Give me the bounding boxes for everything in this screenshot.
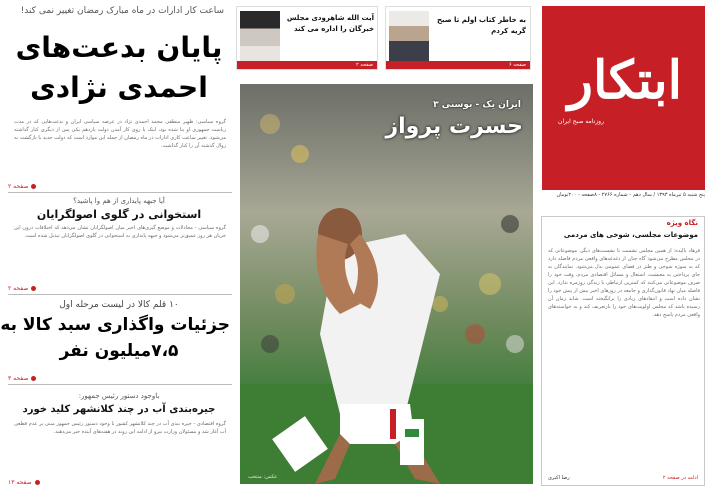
story-three-page-ref-label: صفحه ۳: [8, 375, 29, 382]
editorial-section-label: نگاه ویژه: [666, 219, 698, 227]
story-two-headline[interactable]: استخوانی در گلوی اصولگرایان: [36, 208, 202, 221]
stadium-crowd-graphic: [240, 84, 533, 484]
story-three-headline-line2[interactable]: ۷،۵میلیون نفر: [59, 341, 179, 361]
masthead-logo: ابتکار: [567, 50, 683, 111]
editorial-box: [541, 216, 705, 486]
lead-body: گروه سیاسی: ظهیر منطقی محمد احمدی نژاد در عرصه سیاسی ایران و بدعت‌هایی که در مدت ریاست جمهوری او بنا شده بود، اینک با روی کار آمدن دولت یازدهم یکی پس از دیگری کنار گذاشته می‌شود. تغییر ساعت کاری ادارات در ماه رمضان از جمله این موارد است که دولت جدید با بازگشت به روال گذشته آن را کنار گذاشت.: [14, 119, 226, 149]
story-three-kicker: ۱۰ قلم کالا در لیست مرحله اول: [59, 300, 179, 310]
lead-headline[interactable]: پایان بدعت‌های احمدی نژادی: [15, 31, 223, 104]
lead-page-ref-label: صفحه ۲: [8, 183, 29, 190]
page-ref-bullet-icon: [31, 286, 36, 291]
story-three-page-ref[interactable]: [8, 375, 36, 382]
story-three-headline-line1[interactable]: جزئیات واگذاری سبد کالا به: [0, 315, 230, 335]
page-ref-bullet-icon: [35, 480, 40, 485]
photo-kicker: ایران یک - بوسنی ۳: [433, 100, 521, 110]
story-four-kicker: باوجود دستور رئیس جمهور:: [78, 392, 160, 400]
editorial-title[interactable]: موضوعات مجلسی، شوخی های مردمی: [563, 231, 698, 239]
promo-right-photo: [389, 11, 429, 61]
divider: [8, 294, 232, 295]
hero-photo[interactable]: [240, 84, 533, 484]
story-four-headline[interactable]: جیره‌بندی آب در چند کلانشهر کلید خورد: [22, 404, 216, 415]
divider: [8, 192, 232, 193]
masthead-date-line: پنج شنبه ۵ تیرماه ۱۳۹۳ / سال دهم - شماره ۲۷۶۶ - ۸صفحه - ۲۰۰تومان: [556, 192, 705, 198]
photo-headline[interactable]: حسرت پرواز: [385, 114, 523, 139]
editorial-continue[interactable]: ادامه در صفحه ۲: [662, 475, 698, 481]
story-four-body: گروه اقتصادی - جیره بندی آب در چند کلانشهر کشور با وجود دستور رئیس جمهور مبنی بر عدم قطعی آب آغاز شد و مسئولان وزارت نیرو از ادامه این روند در هفته‌های آینده خبر می‌دهند.: [14, 421, 226, 435]
promo-right-page-ref: صفحه ۶: [386, 61, 530, 69]
photo-credit: عکس: منتخب: [248, 474, 278, 480]
story-four-page-ref[interactable]: [8, 479, 40, 486]
promo-left-page-ref: صفحه ۲: [237, 61, 377, 69]
promo-left[interactable]: [236, 6, 378, 70]
lead-kicker: ساعت کار ادارات در ماه مبارک رمضان تغییر نمی کند!: [20, 6, 224, 16]
story-two-page-ref-label: صفحه ۲: [8, 285, 29, 292]
page-ref-bullet-icon: [31, 184, 36, 189]
editorial-author: رضا اکبری: [548, 475, 570, 481]
lead-page-ref[interactable]: [8, 183, 36, 190]
story-two-page-ref[interactable]: [8, 285, 36, 292]
promo-left-photo: [240, 11, 280, 61]
page-ref-bullet-icon: [31, 376, 36, 381]
promo-right-headline: به خاطر کتاب اولم تا صبح گریه کردم: [436, 16, 526, 35]
promo-right[interactable]: [385, 6, 531, 70]
masthead-tagline: روزنامه صبح ایران: [558, 118, 604, 125]
divider: [8, 384, 232, 385]
story-four-page-ref-label: صفحه ۱۳: [8, 479, 32, 486]
story-two-body: گروه سیاسی - مجادلات و موضع گیری‌های اخیر میان اصولگرایان نشان می‌دهد که اختلافات درون این جریان هر روز عمیق‌تر می‌شود و جبهه پایداری به استخوانی در گلوی اصولگرایان تبدیل شده است.: [14, 225, 226, 239]
masthead: [542, 6, 705, 196]
promo-left-headline: آیت الله شاهرودی مجلس خبرگان را اداره می کند: [286, 14, 374, 33]
editorial-body: فرهاد بالیده: از همین مجلس نشست تا نشست‌های دیگر، موضوعاتی که در مجلس مطرح می‌شود گاه چنان از دغدغه‌های واقعی مردم فاصله دارد که به سوژه شوخی و طنز در فضای عمومی بدل می‌شود. نمایندگان به جای پرداختن به معیشت، اشتغال و مسائل اقتصادی مردم، وقت خود را صرف موضوعاتی می‌کنند که کمترین ارتباطی با زندگی روزمره ندارد. این فاصله میان نهاد قانون‌گذاری و جامعه در روزهای اخیر بیش از پیش خود را نشان داده است و انتقادهای زیادی را برانگیخته است. شاید زمان آن رسیده باشد که مجلس اولویت‌های خود را بازتعریف کند و به خواسته‌های واقعی مردم پاسخ دهد.: [548, 248, 700, 318]
story-two-kicker: آیا جبهه پایداری از هم وا پاشید؟: [73, 197, 165, 205]
